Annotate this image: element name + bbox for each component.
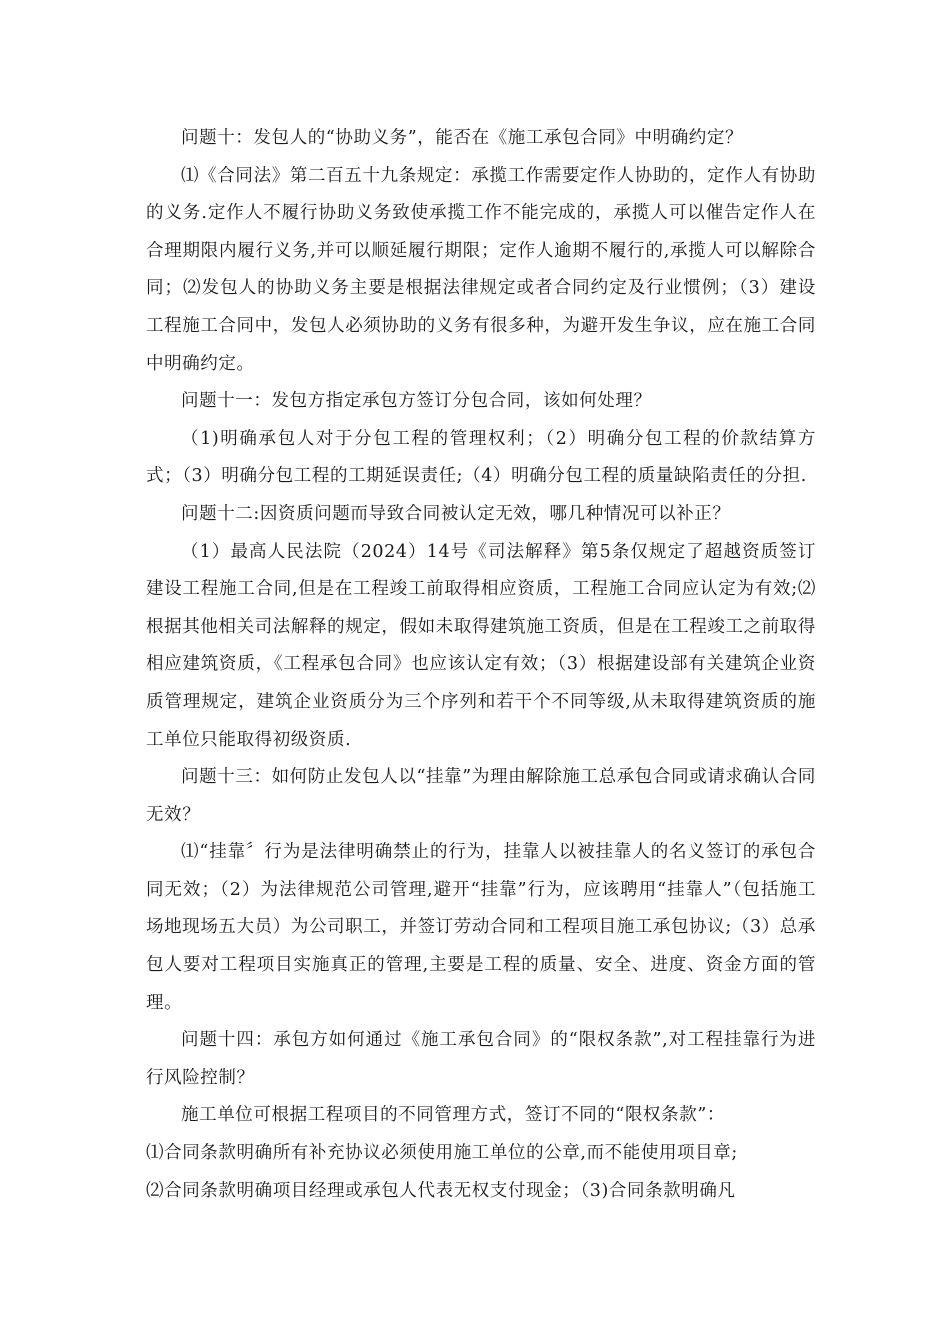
question-12-answer: （1）最高人民法院（2024）14号《司法解释》第5条仅规定了超越资质签订建设工程施工合同,但是在工程竣工前取得相应资质，工程施工合同应认定为有效;⑵根据其他相关司法解释的规定，假如未取得建筑施工资质，但是在工程竣工之前取得相应建筑资质，《工程承包合同》也应该认定有效；（3）根据建设部有关建筑企业资质管理规定，建筑企业资质分为三个序列和若干个不同等级,从未取得建筑资质的施工单位只能取得初级资质.: [146, 541, 816, 750]
question-11-heading: 问题十一：发包方指定承包方签订分包合同，该如何处理？: [181, 391, 652, 412]
question-14-heading: 问题十四：承包方如何通过《施工承包合同》的“限权条款”,对工程挂靠行为进行风险控制？: [146, 1030, 816, 1088]
question-14-item-1: ⑴合同条款明确所有补充协议必须使用施工单位的公章,而不能使用项目章;: [146, 1143, 738, 1164]
document-body: [146, 120, 816, 1210]
question-13-answer: ⑴“挂靠〞行为是法律明确禁止的行为，挂靠人以被挂靠人的名义签订的承包合同无效；（2）为法律规范公司管理,避开“挂靠”行为，应该聘用“挂靠人”（包括施工场地现场五大员）为公司职工，并签订劳动合同和工程项目施工承包协议;（3）总承包人要对工程项目实施真正的管理,主要是工程的质量、安全、进度、资金方面的管理。: [146, 842, 816, 1013]
question-13-heading: 问题十三：如何防止发包人以“挂靠”为理由解除施工总承包合同或请求确认合同无效？: [146, 767, 816, 825]
question-12-heading: 问题十二:因资质问题而导致合同被认定无效，哪几种情况可以补正？: [181, 503, 731, 524]
question-14-intro: 施工单位可根据工程项目的不同管理方式，签订不同的“限权条款”：: [181, 1105, 725, 1126]
question-10-heading: 问题十：发包人的“协助义务”，能否在《施工承包合同》中明确约定？: [181, 128, 744, 148]
question-14-item-2: ⑵合同条款明确项目经理或承包人代表无权支付现金；（3)合同条款明确凡: [146, 1180, 736, 1201]
question-10-answer: ⑴《合同法》第二百五十九条规定：承揽工作需要定作人协助的，定作人有协助的义务.定作人不履行协助义务致使承揽工作不能完成的，承揽人可以催告定作人在合理期限内履行义务,并可以顺延履行期限；定作人逾期不履行的,承揽人可以解除合同；⑵发包人的协助义务主要是根据法律规定或者合同约定及行业惯例；（3）建设工程施工合同中，发包人必须协助的义务有很多种，为避开发生争议，应在施工合同中明确约定。: [146, 165, 816, 374]
question-11-answer: （1)明确承包人对于分包工程的管理权利；（2）明确分包工程的价款结算方式；（3）明确分包工程的工期延误责任;（4）明确分包工程的质量缺陷责任的分担.: [146, 428, 816, 487]
